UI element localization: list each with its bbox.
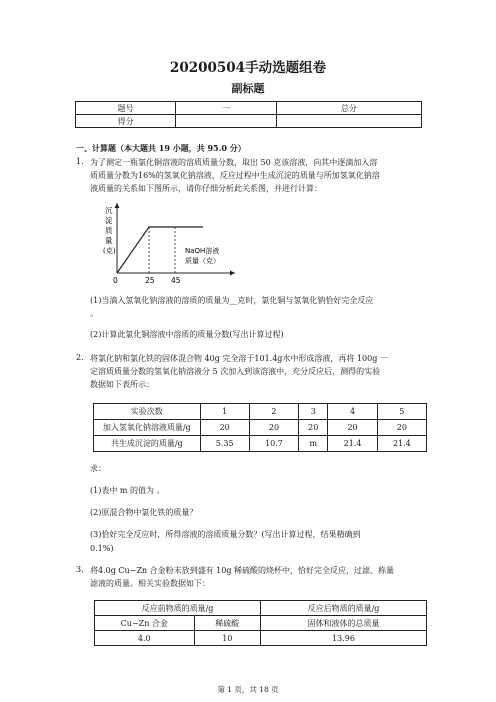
table-header-cell: 1 — [200, 404, 249, 420]
table-cell: 共生成沉淀的质量/g — [94, 436, 201, 452]
question-2-text — [90, 353, 432, 391]
score-cell: 总分 — [276, 102, 421, 115]
table-cell: m — [299, 436, 328, 452]
tick-label: 25 — [145, 276, 155, 285]
q1-sub1: (1)当滴入氢氧化钠溶液的溶质的质量为__克时，氯化铜与氢氧化钠恰好完全反应 — [90, 296, 374, 305]
score-cell — [276, 115, 421, 128]
text-line: 数据如下表所示： — [90, 379, 154, 389]
q2-sub3: (3)恰好完全反应时，所得溶液的溶质质量分数？(写出计算过程，结果精确到 — [90, 530, 361, 539]
question-number: 1. — [76, 157, 84, 166]
table-header-cell: 固体和液体的总质量 — [260, 616, 426, 631]
y-label: (克) — [103, 247, 116, 255]
table-cell: 20 — [328, 420, 377, 436]
table-cell: 4.0 — [95, 631, 195, 646]
page-footer: 第 1 页，共 18 页 — [217, 685, 279, 694]
table-header-cell: 反应前物质的质量/g — [95, 601, 261, 616]
question-3-text — [90, 565, 432, 591]
q1-sub1-end: 。 — [90, 309, 98, 318]
document-title: 20200504手动选题组卷 — [169, 60, 327, 76]
table-header-cell: 反应后物质的质量/g — [260, 601, 426, 616]
score-cell: 一 — [176, 102, 276, 115]
tick-label: 0 — [113, 276, 118, 285]
table-cell: 20 — [377, 420, 426, 436]
experiment-table — [93, 403, 427, 452]
q2-sub1: (1)表中 m 的值为 。 — [90, 486, 165, 495]
y-label: 质 — [105, 226, 113, 235]
text-line: 质质量分数为16%的氢氧化钠溶液，反应过程中生成沉淀的质量与所加氢氧化钠溶 — [90, 170, 380, 180]
text-line: 定溶质质量分数的氢氧化钠溶液分 5 次加入到该溶液中，充分反应后，测得的实验 — [90, 366, 381, 376]
text-line: 滤液的质量。相关实验数据如下： — [90, 578, 210, 588]
text-line: 为了测定一瓶氯化铜溶液的溶质质量分数，取出 50 克该溶液，向其中逐滴加入溶 — [90, 158, 378, 167]
question-number: 2. — [76, 353, 84, 362]
table-cell: 13.96 — [260, 631, 426, 646]
section-heading: 一、计算题（本大题共 19 小题，共 95.0 分） — [76, 143, 246, 153]
table-cell: 21.4 — [377, 436, 426, 452]
score-table — [75, 101, 422, 128]
table-cell: 加入氢氧化钠溶液质量/g — [94, 420, 201, 436]
table-header-cell: 4 — [328, 404, 377, 420]
table-header-cell: 5 — [377, 404, 426, 420]
y-label: 量 — [105, 236, 113, 245]
table-cell: 20 — [249, 420, 298, 436]
score-cell: 题号 — [76, 102, 176, 115]
table-header-cell: 3 — [299, 404, 328, 420]
table-header-cell: 实验次数 — [94, 404, 201, 420]
table-cell: 10.7 — [249, 436, 298, 452]
x-axis-arrow — [230, 271, 235, 276]
table-header-cell: 稀硫酸 — [194, 616, 260, 631]
table-cell: 20 — [299, 420, 328, 436]
q2-ask: 求： — [90, 464, 106, 473]
table-cell: 5.35 — [200, 436, 249, 452]
question-1-text — [90, 157, 432, 195]
question-number: 3. — [76, 565, 84, 574]
y-axis-arrow — [115, 203, 120, 208]
y-label: 沉 — [105, 206, 113, 215]
score-cell — [176, 115, 276, 128]
precipitate-graph — [103, 199, 243, 289]
document-subtitle: 副标题 — [231, 82, 265, 95]
text-line: 将4.0g Cu−Zn 合金粉末放到盛有 10g 稀硫酸的烧杯中，恰好完全反应，过滤、称量 — [90, 566, 395, 575]
table-header-cell: Cu−Zn 合金 — [95, 616, 195, 631]
alloy-table — [94, 600, 427, 646]
x-label: 质量（克） — [185, 257, 220, 265]
table-header-cell: 2 — [249, 404, 298, 420]
x-label: NaOH溶液 — [185, 247, 220, 255]
graph-svg — [103, 199, 243, 285]
table-cell: 21.4 — [328, 436, 377, 452]
y-label: 淀 — [105, 216, 113, 225]
q2-sub2: (2)原混合物中氯化铁的质量？ — [90, 508, 198, 517]
q2-sub3-end: 0.1%) — [90, 544, 114, 553]
text-line: 将氯化钠和氯化铁的固体混合物 40g 完全溶于101.4g水中形成溶液，再将 100g 一 — [90, 354, 388, 363]
text-line: 液质量的关系如下图所示，请你仔细分析此关系图，并进行计算： — [90, 183, 322, 193]
table-cell: 20 — [200, 420, 249, 436]
tick-label: 45 — [171, 276, 181, 285]
q1-sub2: (2)计算此氯化铜溶液中溶质的质量分数(写出计算过程) — [90, 330, 284, 339]
table-cell: 10 — [194, 631, 260, 646]
score-cell: 得分 — [76, 115, 176, 128]
